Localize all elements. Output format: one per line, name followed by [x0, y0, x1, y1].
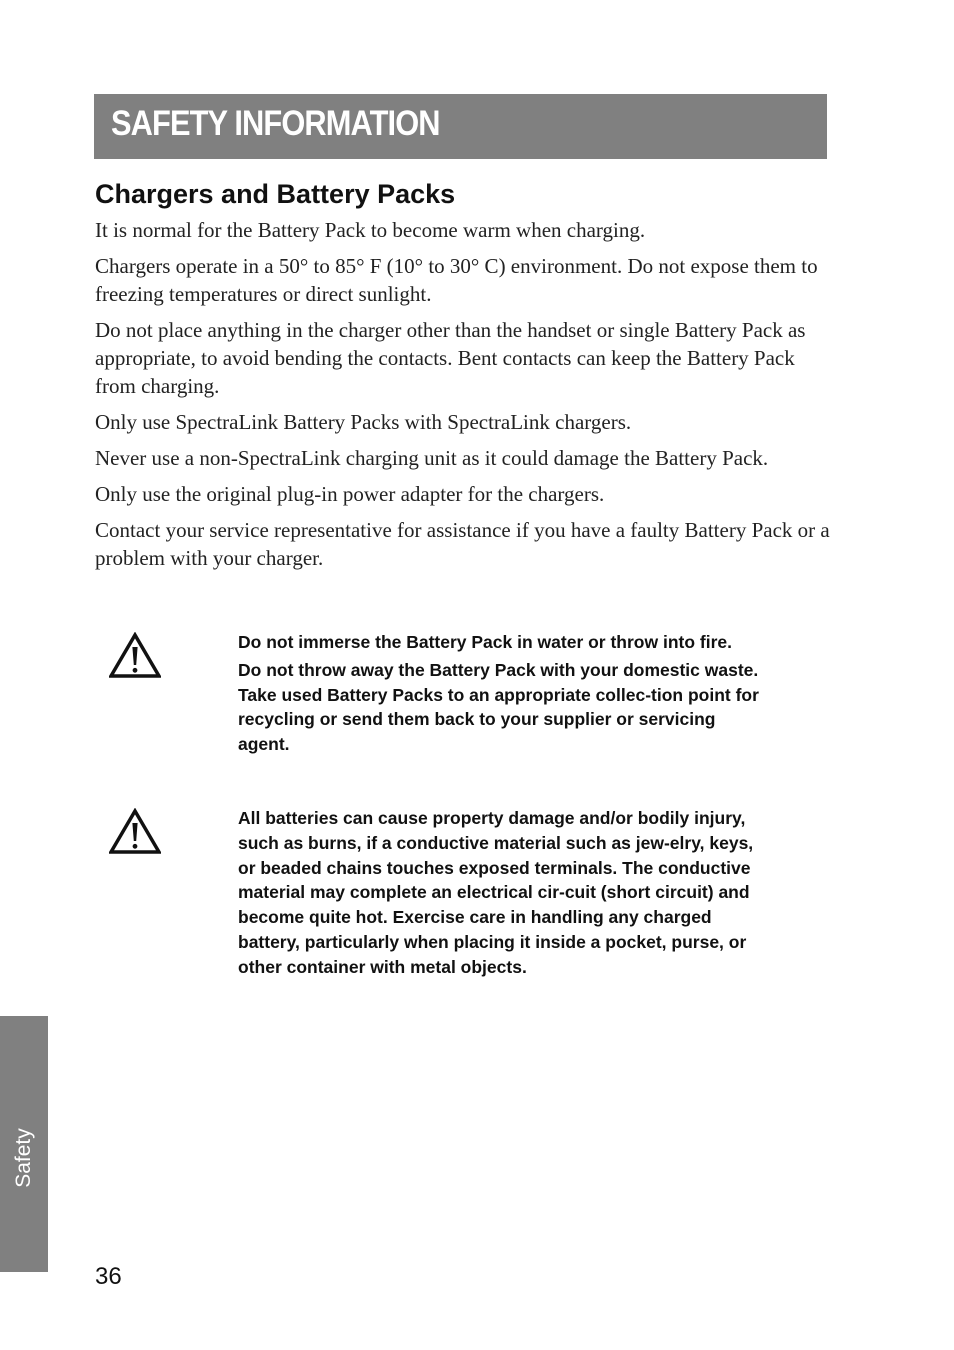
body-paragraph: Never use a non-SpectraLink charging unit as it could damage the Battery Pack.	[95, 446, 769, 470]
page-number: 36	[95, 1263, 122, 1290]
page-title: SAFETY INFORMATION	[111, 104, 440, 143]
body-paragraph: Do not place anything in the charger other than the handset or single Battery Pack as appropriate, to avoid bending the contacts. Bent contacts can keep the Battery Pack from charging.	[95, 318, 806, 398]
body-paragraph: Only use the original plug-in power adapter for the chargers.	[95, 482, 605, 506]
body-text	[95, 216, 830, 580]
warning-paragraph: Do not immerse the Battery Pack in water or throw into fire.	[238, 632, 732, 652]
body-paragraph: It is normal for the Battery Pack to become warm when charging.	[95, 218, 646, 242]
warning-triangle-icon	[109, 808, 161, 854]
warning-text	[238, 806, 768, 983]
chapter-tab-label: Safety	[12, 1128, 35, 1188]
body-paragraph: Chargers operate in a 50° to 85° F (10° to 30° C) environment. Do not expose them to freezing temperatures or direct sunlight.	[95, 254, 818, 306]
section-banner	[94, 94, 827, 159]
warning-text	[238, 630, 768, 760]
warning-triangle-icon	[109, 632, 161, 678]
section-heading: Chargers and Battery Packs	[95, 179, 456, 209]
chapter-tab	[0, 1016, 48, 1272]
body-paragraph: Contact your service representative for assistance if you have a faulty Battery Pack or a problem with your charger.	[95, 518, 830, 570]
warning-paragraph: All batteries can cause property damage and/or bodily injury, such as burns, if a conductive material such as jew-elry, keys, or beaded chains touches exposed terminals. The conductive material may complete an electrical cir-cuit (short circuit) and become quite hot. Exercise care in handling any charged battery, particularly when placing it inside a pocket, purse, or other container with metal objects.	[238, 808, 754, 977]
body-paragraph: Only use SpectraLink Battery Packs with SpectraLink chargers.	[95, 410, 632, 434]
warning-paragraph: Do not throw away the Battery Pack with your domestic waste. Take used Battery Packs to an appropriate collec-tion point for recycling or send them back to your supplier or servicing agent.	[238, 659, 759, 755]
